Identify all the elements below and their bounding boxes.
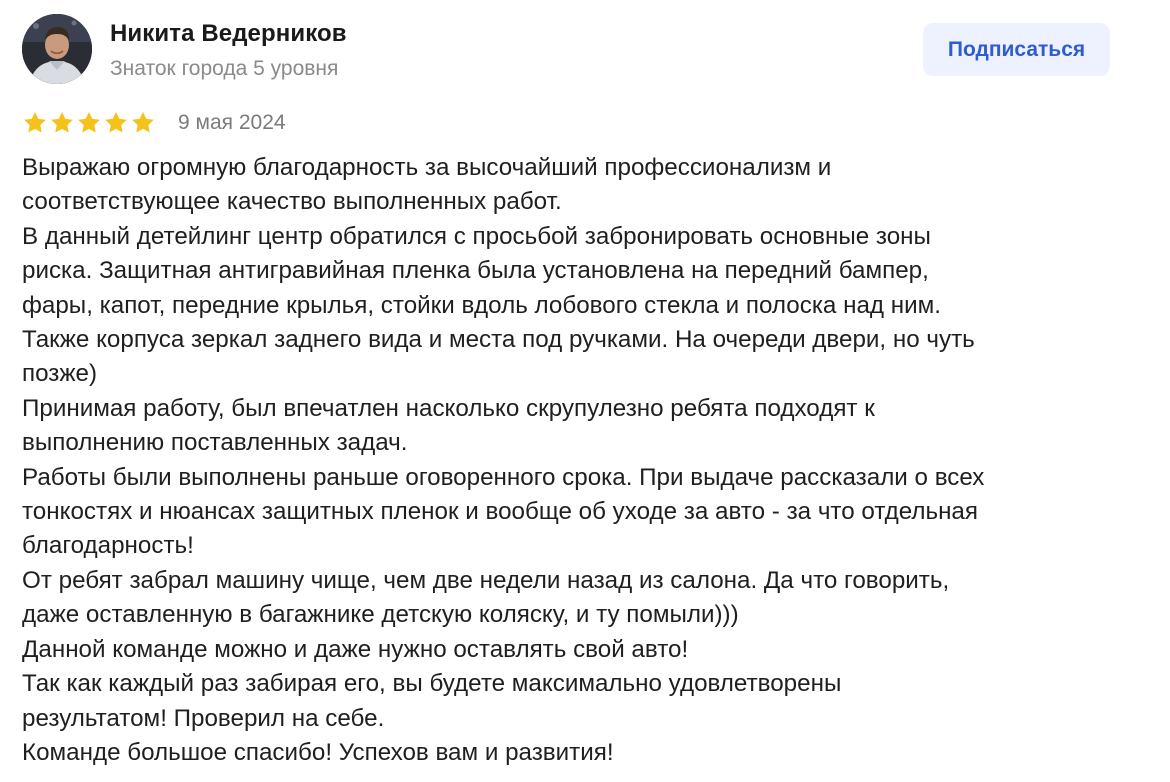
star-icon (49, 110, 75, 136)
review-text-line: благодарность! (22, 532, 194, 560)
review-text-line: результатом! Проверил на себе. (22, 704, 385, 732)
review-text-line: позже) (22, 360, 98, 388)
review-text-line: Так как каждый раз забирая его, вы будете максимально удовлетворены (22, 670, 842, 698)
review-text-line: От ребят забрал машину чище, чем две недели назад из салона. Да что говорить, (22, 566, 950, 594)
avatar[interactable] (22, 14, 92, 84)
review-header (22, 14, 1110, 86)
rating-stars (22, 110, 156, 136)
review-text-line: В данный детейлинг центр обратился с просьбой забронировать основные зоны (22, 222, 931, 250)
user-photo-avatar-icon (22, 14, 92, 84)
author-level: Знаток города 5 уровня (110, 57, 339, 80)
subscribe-button[interactable]: Подписаться (923, 23, 1110, 76)
review-text-line: риска. Защитная антигравийная пленка была установлена на передний бампер, (22, 257, 929, 285)
review-text-line: Выражаю огромную благодарность за высочайший профессионализм и (22, 154, 832, 181)
review-text-line: Работы были выполнены раньше оговоренного срока. При выдаче рассказали о всех (22, 463, 985, 491)
review-text-line: соответствующее качество выполненных работ. (22, 188, 562, 216)
star-icon (22, 110, 48, 136)
star-icon (130, 110, 156, 136)
review-meta (22, 108, 286, 138)
review-text-line: даже оставленную в багажнике детскую коляску, и ту помыли))) (22, 601, 739, 629)
review-text-line: Принимая работу, был впечатлен насколько скрупулезно ребята подходят к (22, 394, 875, 422)
author-name[interactable]: Никита Ведерников (110, 20, 347, 47)
review-text-line: Также корпуса зеркал заднего вида и места под ручками. На очереди двери, но чуть (22, 326, 975, 354)
review-text-line: Команде большое спасибо! Успехов вам и развития! (22, 738, 614, 766)
review-text-line: Данной команде можно и даже нужно оставлять свой авто! (22, 635, 689, 663)
review-date: 9 мая 2024 (178, 111, 286, 134)
review-text-line: выполнению поставленных задач. (22, 429, 408, 457)
review-text-line: фары, капот, передние крылья, стойки вдоль лобового стекла и полоска над ним. (22, 291, 941, 319)
star-icon (76, 110, 102, 136)
review-text-line: тонкостях и нюансах защитных пленок и вообще об уходе за авто - за что отдельная (22, 498, 978, 526)
star-icon (103, 110, 129, 136)
review-text (22, 151, 1122, 770)
